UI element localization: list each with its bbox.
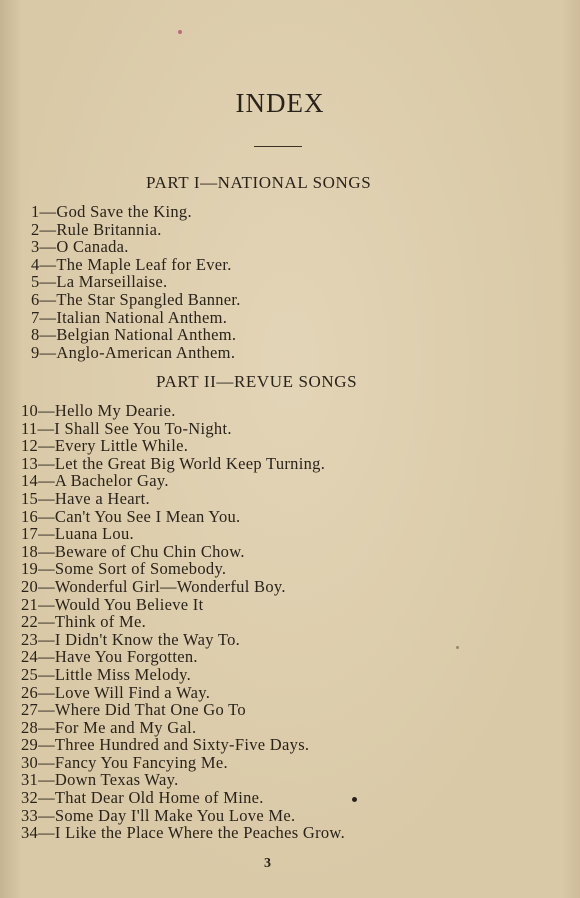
section-heading-part2: PART II—REVUE SONGS: [156, 372, 358, 391]
list-item: 18—Beware of Chu Chin Chow.: [21, 541, 245, 561]
list-item: 2—Rule Britannia.: [31, 219, 162, 239]
list-item: 8—Belgian National Anthem.: [31, 325, 237, 345]
list-item: 17—Luana Lou.: [21, 524, 134, 544]
list-item: 34—I Like the Place Where the Peaches Grow.: [21, 823, 345, 843]
section-heading-part1: PART I—NATIONAL SONGS: [146, 173, 372, 192]
list-item: 28—For Me and My Gal.: [21, 717, 197, 737]
list-item: 13—Let the Great Big World Keep Turning.: [21, 453, 326, 473]
part2-song-list: [21, 402, 345, 842]
list-item: 11—I Shall See You To-Night.: [21, 418, 232, 438]
list-item: 9—Anglo-American Anthem.: [31, 342, 236, 362]
list-item: 26—Love Will Find a Way.: [21, 682, 211, 702]
part1-song-list: [31, 203, 241, 361]
list-item: 27—Where Did That One Go To: [21, 700, 246, 720]
list-item: 7—Italian National Anthem.: [31, 307, 228, 327]
list-item: 22—Think of Me.: [21, 612, 147, 632]
page-title: INDEX: [235, 88, 325, 118]
ink-speck: [352, 797, 357, 802]
list-item: 15—Have a Heart.: [21, 488, 150, 508]
list-item: 12—Every Little While.: [21, 436, 189, 456]
list-item: 31—Down Texas Way.: [21, 770, 179, 790]
list-item: 24—Have You Forgotten.: [21, 647, 198, 667]
list-item: 25—Little Miss Melody.: [21, 664, 192, 684]
list-item: 20—Wonderful Girl—Wonderful Boy.: [21, 576, 286, 596]
list-item: 4—The Maple Leaf for Ever.: [31, 254, 232, 274]
ink-speck: [456, 646, 459, 649]
list-item: 6—The Star Spangled Banner.: [31, 289, 241, 309]
list-item: 10—Hello My Dearie.: [21, 401, 176, 420]
list-item: 14—A Bachelor Gay.: [21, 471, 169, 491]
list-item: 3—O Canada.: [31, 237, 129, 257]
list-item: 23—I Didn't Know the Way To.: [21, 629, 241, 649]
list-item: 30—Fancy You Fancying Me.: [21, 752, 228, 772]
title-divider: [254, 146, 302, 147]
list-item: 32—That Dear Old Home of Mine.: [21, 788, 264, 808]
list-item: 5—La Marseillaise.: [31, 272, 168, 292]
page-number: 3: [264, 856, 271, 871]
list-item: 29—Three Hundred and Sixty-Five Days.: [21, 735, 310, 755]
list-item: 21—Would You Believe It: [21, 594, 204, 614]
list-item: 33—Some Day I'll Make You Love Me.: [21, 805, 296, 825]
ink-speck: [178, 30, 182, 34]
list-item: 16—Can't You See I Mean You.: [21, 506, 241, 526]
list-item: 1—God Save the King.: [31, 202, 192, 221]
list-item: 19—Some Sort of Somebody.: [21, 559, 227, 579]
